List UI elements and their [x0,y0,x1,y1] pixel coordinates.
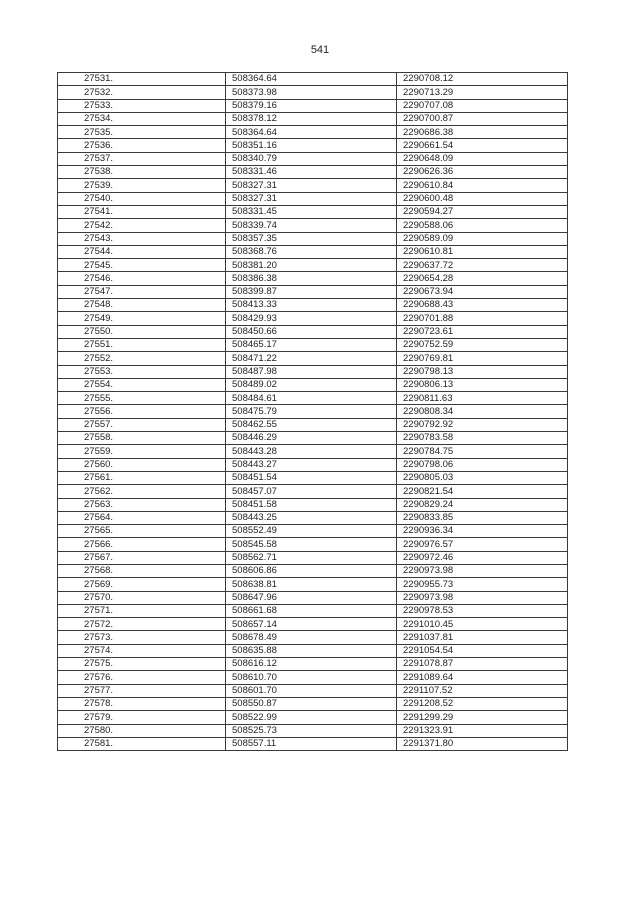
x-coordinate-cell: 508522.99 [226,711,397,724]
x-coordinate-cell: 508340.79 [226,152,397,165]
point-number-cell: 27532. [58,86,226,99]
point-number-cell: 27545. [58,259,226,272]
point-number-cell: 27561. [58,471,226,484]
x-coordinate-cell: 508601.70 [226,684,397,697]
point-number-cell: 27550. [58,325,226,338]
x-coordinate-cell: 508331.45 [226,205,397,218]
table-row [58,285,568,298]
table-row [58,126,568,139]
x-coordinate-cell: 508327.31 [226,179,397,192]
x-coordinate-cell: 508475.79 [226,405,397,418]
table-row [58,192,568,205]
y-coordinate-cell: 2290589.09 [397,232,568,245]
point-number-cell: 27567. [58,551,226,564]
table-row [58,325,568,338]
table-row [58,259,568,272]
table-row [58,338,568,351]
y-coordinate-cell: 2290610.84 [397,179,568,192]
x-coordinate-cell: 508351.16 [226,139,397,152]
x-coordinate-cell: 508457.07 [226,485,397,498]
point-number-cell: 27569. [58,578,226,591]
y-coordinate-cell: 2290806.13 [397,378,568,391]
y-coordinate-cell: 2290811.63 [397,392,568,405]
table-row [58,245,568,258]
y-coordinate-cell: 2290784.75 [397,445,568,458]
point-number-cell: 27549. [58,312,226,325]
x-coordinate-cell: 508606.86 [226,564,397,577]
y-coordinate-cell: 2291323.91 [397,724,568,737]
y-coordinate-cell: 2290701.88 [397,312,568,325]
y-coordinate-cell: 2290637.72 [397,259,568,272]
point-number-cell: 27557. [58,418,226,431]
page-number: 541 [310,44,330,56]
y-coordinate-cell: 2290972.46 [397,551,568,564]
x-coordinate-cell: 508465.17 [226,338,397,351]
y-coordinate-cell: 2291010.45 [397,618,568,631]
x-coordinate-cell: 508557.11 [226,737,397,750]
table-row [58,618,568,631]
point-number-cell: 27556. [58,405,226,418]
y-coordinate-cell: 2290654.28 [397,272,568,285]
point-number-cell: 27536. [58,139,226,152]
point-number-cell: 27535. [58,126,226,139]
table-row [58,179,568,192]
x-coordinate-cell: 508446.29 [226,432,397,445]
table-row [58,564,568,577]
coordinates-table-body [58,73,568,751]
x-coordinate-cell: 508471.22 [226,352,397,365]
point-number-cell: 27546. [58,272,226,285]
x-coordinate-cell: 508661.68 [226,604,397,617]
x-coordinate-cell: 508379.16 [226,99,397,112]
table-row [58,432,568,445]
y-coordinate-cell: 2290713.29 [397,86,568,99]
point-number-cell: 27541. [58,205,226,218]
table-row [58,697,568,710]
point-number-cell: 27566. [58,538,226,551]
y-coordinate-cell: 2290769.81 [397,352,568,365]
point-number-cell: 27554. [58,378,226,391]
x-coordinate-cell: 508378.12 [226,112,397,125]
table-row [58,219,568,232]
table-row [58,378,568,391]
x-coordinate-cell: 508386.38 [226,272,397,285]
point-number-cell: 27533. [58,99,226,112]
table-row [58,604,568,617]
y-coordinate-cell: 2291107.52 [397,684,568,697]
y-coordinate-cell: 2290626.36 [397,166,568,179]
x-coordinate-cell: 508616.12 [226,658,397,671]
x-coordinate-cell: 508443.27 [226,458,397,471]
y-coordinate-cell: 2291089.64 [397,671,568,684]
x-coordinate-cell: 508364.64 [226,126,397,139]
table-row [58,711,568,724]
y-coordinate-cell: 2290610.81 [397,245,568,258]
table-row [58,445,568,458]
table-row [58,299,568,312]
table-row [58,365,568,378]
x-coordinate-cell: 508381.20 [226,259,397,272]
x-coordinate-cell: 508339.74 [226,219,397,232]
x-coordinate-cell: 508525.73 [226,724,397,737]
table-row [58,644,568,657]
x-coordinate-cell: 508443.25 [226,511,397,524]
y-coordinate-cell: 2291054.54 [397,644,568,657]
y-coordinate-cell: 2290588.06 [397,219,568,232]
point-number-cell: 27580. [58,724,226,737]
point-number-cell: 27548. [58,299,226,312]
x-coordinate-cell: 508489.02 [226,378,397,391]
table-row [58,525,568,538]
x-coordinate-cell: 508678.49 [226,631,397,644]
point-number-cell: 27534. [58,112,226,125]
x-coordinate-cell: 508450.66 [226,325,397,338]
table-row [58,671,568,684]
y-coordinate-cell: 2291078.87 [397,658,568,671]
y-coordinate-cell: 2290688.43 [397,299,568,312]
point-number-cell: 27577. [58,684,226,697]
y-coordinate-cell: 2290976.57 [397,538,568,551]
table-row [58,99,568,112]
y-coordinate-cell: 2290973.98 [397,564,568,577]
x-coordinate-cell: 508364.64 [226,73,397,86]
y-coordinate-cell: 2290798.13 [397,365,568,378]
table-row [58,631,568,644]
table-row [58,352,568,365]
table-row [58,724,568,737]
y-coordinate-cell: 2290673.94 [397,285,568,298]
y-coordinate-cell: 2291037.81 [397,631,568,644]
table-row [58,498,568,511]
table-row [58,578,568,591]
table-row [58,152,568,165]
point-number-cell: 27559. [58,445,226,458]
point-number-cell: 27542. [58,219,226,232]
table-row [58,458,568,471]
x-coordinate-cell: 508429.93 [226,312,397,325]
point-number-cell: 27543. [58,232,226,245]
point-number-cell: 27578. [58,697,226,710]
y-coordinate-cell: 2290648.09 [397,152,568,165]
x-coordinate-cell: 508610.70 [226,671,397,684]
y-coordinate-cell: 2290936.34 [397,525,568,538]
x-coordinate-cell: 508443.28 [226,445,397,458]
table-row [58,232,568,245]
table-row [58,405,568,418]
point-number-cell: 27558. [58,432,226,445]
x-coordinate-cell: 508462.55 [226,418,397,431]
y-coordinate-cell: 2290821.54 [397,485,568,498]
point-number-cell: 27568. [58,564,226,577]
point-number-cell: 27562. [58,485,226,498]
y-coordinate-cell: 2290808.34 [397,405,568,418]
y-coordinate-cell: 2290686.38 [397,126,568,139]
point-number-cell: 27575. [58,658,226,671]
y-coordinate-cell: 2290783.58 [397,432,568,445]
x-coordinate-cell: 508399.87 [226,285,397,298]
coordinates-table [57,72,568,751]
y-coordinate-cell: 2290792.92 [397,418,568,431]
point-number-cell: 27572. [58,618,226,631]
y-coordinate-cell: 2290973.98 [397,591,568,604]
point-number-cell: 27531. [58,73,226,86]
point-number-cell: 27537. [58,152,226,165]
y-coordinate-cell: 2290708.12 [397,73,568,86]
table-row [58,684,568,697]
table-row [58,485,568,498]
point-number-cell: 27579. [58,711,226,724]
point-number-cell: 27538. [58,166,226,179]
x-coordinate-cell: 508451.54 [226,471,397,484]
table-row [58,312,568,325]
y-coordinate-cell: 2290707.08 [397,99,568,112]
table-row [58,112,568,125]
point-number-cell: 27547. [58,285,226,298]
point-number-cell: 27540. [58,192,226,205]
table-row [58,737,568,750]
y-coordinate-cell: 2290829.24 [397,498,568,511]
x-coordinate-cell: 508545.58 [226,538,397,551]
table-row [58,471,568,484]
x-coordinate-cell: 508368.76 [226,245,397,258]
y-coordinate-cell: 2290661.54 [397,139,568,152]
y-coordinate-cell: 2290600.48 [397,192,568,205]
table-row [58,139,568,152]
x-coordinate-cell: 508657.14 [226,618,397,631]
table-row [58,86,568,99]
x-coordinate-cell: 508413.33 [226,299,397,312]
y-coordinate-cell: 2291208.52 [397,697,568,710]
point-number-cell: 27563. [58,498,226,511]
point-number-cell: 27574. [58,644,226,657]
table-row [58,551,568,564]
table-row [58,658,568,671]
point-number-cell: 27539. [58,179,226,192]
point-number-cell: 27581. [58,737,226,750]
point-number-cell: 27565. [58,525,226,538]
x-coordinate-cell: 508638.81 [226,578,397,591]
point-number-cell: 27555. [58,392,226,405]
y-coordinate-cell: 2290805.03 [397,471,568,484]
y-coordinate-cell: 2290978.53 [397,604,568,617]
x-coordinate-cell: 508552.49 [226,525,397,538]
y-coordinate-cell: 2290594.27 [397,205,568,218]
y-coordinate-cell: 2290700.87 [397,112,568,125]
table-row [58,272,568,285]
table-row [58,511,568,524]
x-coordinate-cell: 508635.88 [226,644,397,657]
table-row [58,538,568,551]
x-coordinate-cell: 508562.71 [226,551,397,564]
x-coordinate-cell: 508550.87 [226,697,397,710]
x-coordinate-cell: 508327.31 [226,192,397,205]
y-coordinate-cell: 2290833.85 [397,511,568,524]
point-number-cell: 27560. [58,458,226,471]
table-row [58,392,568,405]
point-number-cell: 27576. [58,671,226,684]
y-coordinate-cell: 2290798.06 [397,458,568,471]
table-row [58,418,568,431]
x-coordinate-cell: 508647.96 [226,591,397,604]
x-coordinate-cell: 508331.46 [226,166,397,179]
y-coordinate-cell: 2290752.59 [397,338,568,351]
table-row [58,73,568,86]
point-number-cell: 27571. [58,604,226,617]
table-row [58,591,568,604]
point-number-cell: 27573. [58,631,226,644]
x-coordinate-cell: 508484.61 [226,392,397,405]
point-number-cell: 27551. [58,338,226,351]
y-coordinate-cell: 2291371.80 [397,737,568,750]
x-coordinate-cell: 508373.98 [226,86,397,99]
table-row [58,166,568,179]
table-row [58,205,568,218]
y-coordinate-cell: 2290955.73 [397,578,568,591]
y-coordinate-cell: 2291299.29 [397,711,568,724]
point-number-cell: 27544. [58,245,226,258]
point-number-cell: 27552. [58,352,226,365]
point-number-cell: 27564. [58,511,226,524]
y-coordinate-cell: 2290723.61 [397,325,568,338]
x-coordinate-cell: 508487.98 [226,365,397,378]
point-number-cell: 27553. [58,365,226,378]
point-number-cell: 27570. [58,591,226,604]
x-coordinate-cell: 508451.58 [226,498,397,511]
x-coordinate-cell: 508357.35 [226,232,397,245]
